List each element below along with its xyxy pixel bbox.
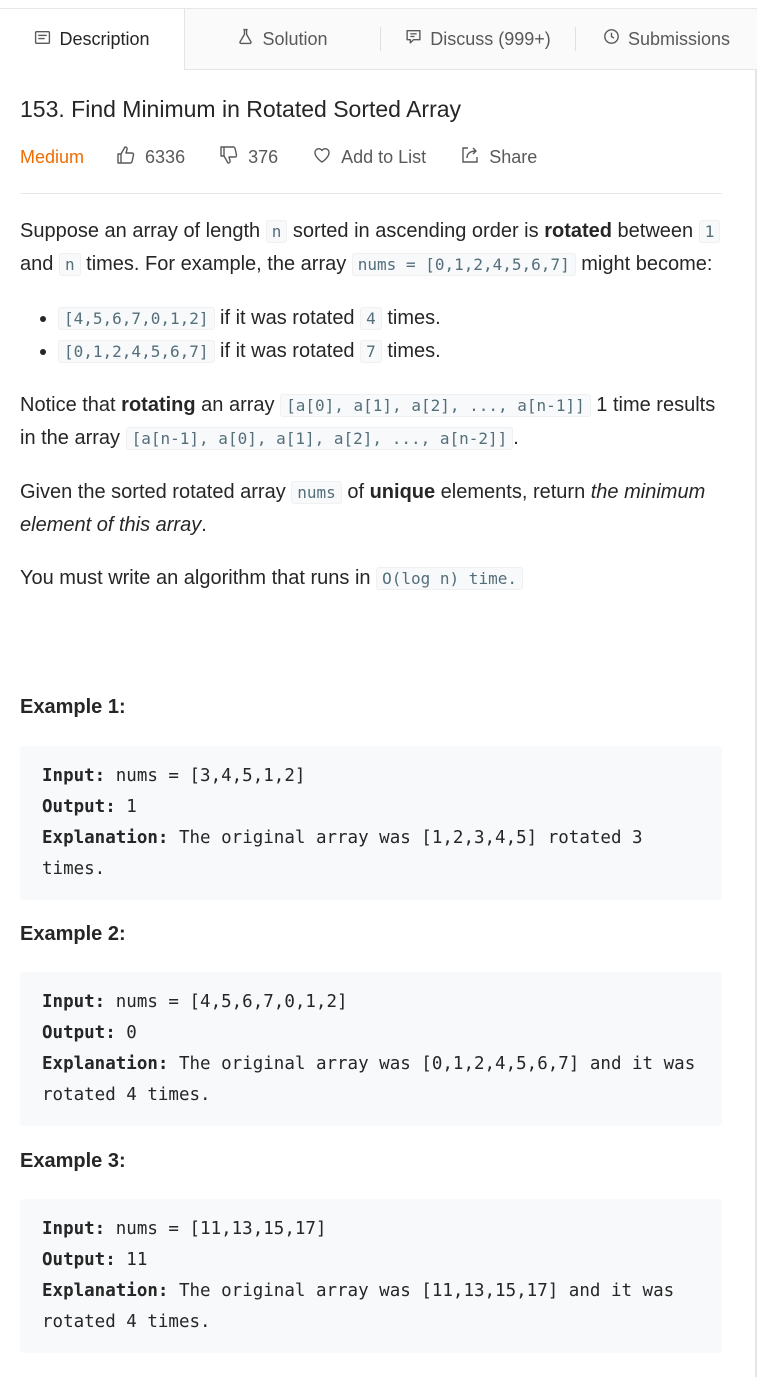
difficulty-badge: Medium <box>20 146 85 167</box>
tab-description-label: Description <box>59 29 150 49</box>
statement-paragraph-2: Notice that rotating an array [a[0], a[1], a[2], ..., a[n-1]] 1 time results in the array [a[n-1], a[0], a[1], a[2], ..., a[n-2]] . <box>20 394 716 449</box>
italic-text: the minimum element of this array <box>20 481 706 536</box>
bold-text: rotating <box>121 394 196 416</box>
example-3-code-block: Input: nums = [11,13,15,17] Output: 11 Explanation: The original array was [11,13,15,17] and it was rotated 4 times. <box>20 1199 722 1353</box>
dislike-count: 376 <box>248 146 279 167</box>
tab-description[interactable] <box>0 9 185 70</box>
thumbs-up-icon <box>116 145 136 170</box>
inline-code: 4 <box>360 307 382 330</box>
discuss-icon <box>405 28 422 50</box>
like-count: 6336 <box>145 146 186 167</box>
rotation-examples-list <box>20 302 722 368</box>
tab-bar <box>0 9 757 70</box>
tab-submissions-label: Submissions <box>627 28 731 49</box>
inline-code: nums <box>291 481 342 504</box>
tab-submissions[interactable] <box>576 9 757 69</box>
inline-code: [4,5,6,7,0,1,2] <box>58 307 215 330</box>
inline-code: 7 <box>360 340 382 363</box>
divider <box>20 193 722 194</box>
clock-icon <box>603 28 620 50</box>
tab-solution-label: Solution <box>262 28 328 49</box>
statement-paragraph-1: Suppose an array of length n sorted in ascending order is rotated between 1 and n times. For example, the array nums = [0,1,2,4,5,6,7] might become: <box>20 215 722 281</box>
inline-code: [a[n-1], a[0], a[1], a[2], ..., a[n-2]] <box>126 427 514 450</box>
inline-code: nums = [0,1,2,4,5,6,7] <box>352 253 576 276</box>
add-to-list-label: Add to List <box>341 146 427 167</box>
like-button[interactable] <box>116 145 185 170</box>
tab-solution[interactable] <box>185 9 380 69</box>
inline-code: n <box>59 253 81 276</box>
example-2-title: Example 2: <box>20 923 126 945</box>
thumbs-down-icon <box>219 145 239 170</box>
inline-code: O(log n) time. <box>376 567 523 590</box>
inline-code: [a[0], a[1], a[2], ..., a[n-1]] <box>280 394 591 417</box>
tab-discuss-label: Discuss (999+) <box>430 28 551 49</box>
share-label: Share <box>489 146 538 167</box>
example-1-code-block: Input: nums = [3,4,5,1,2] Output: 1 Explanation: The original array was [1,2,3,4,5] rotated 3 times. <box>20 746 722 900</box>
share-button[interactable] <box>460 145 537 170</box>
problem-title: 153. Find Minimum in Rotated Sorted Array <box>20 96 462 122</box>
add-to-list-button[interactable] <box>312 145 426 170</box>
problem-statement <box>20 215 722 616</box>
example-1-title: Example 1: <box>20 696 126 718</box>
bold-text: unique <box>369 481 436 503</box>
inline-code: n <box>266 220 288 243</box>
bold-text: rotated <box>544 220 612 242</box>
inline-code: 1 <box>699 220 721 243</box>
tab-discuss[interactable] <box>381 9 575 69</box>
list-item: • [4,5,6,7,0,1,2] if it was rotated 4 times. <box>58 302 722 335</box>
list-item: • [0,1,2,4,5,6,7] if it was rotated 7 times. <box>58 335 722 368</box>
inline-code: [0,1,2,4,5,6,7] <box>58 340 215 363</box>
example-3-title: Example 3: <box>20 1150 126 1172</box>
description-icon <box>34 29 51 51</box>
heart-icon <box>312 145 332 170</box>
example-2-code-block: Input: nums = [4,5,6,7,0,1,2] Output: 0 Explanation: The original array was [0,1,2,4,5,6,7] and it was rotated 4 times. <box>20 972 722 1126</box>
dislike-button[interactable] <box>219 145 278 170</box>
statement-paragraph-3: Given the sorted rotated array nums of unique elements, return the minimum element of this array. <box>20 481 706 536</box>
statement-paragraph-4: You must write an algorithm that runs in O(log n) time. <box>20 562 722 595</box>
flask-icon <box>237 28 254 50</box>
share-icon <box>460 145 480 170</box>
problem-meta-bar <box>20 141 722 173</box>
